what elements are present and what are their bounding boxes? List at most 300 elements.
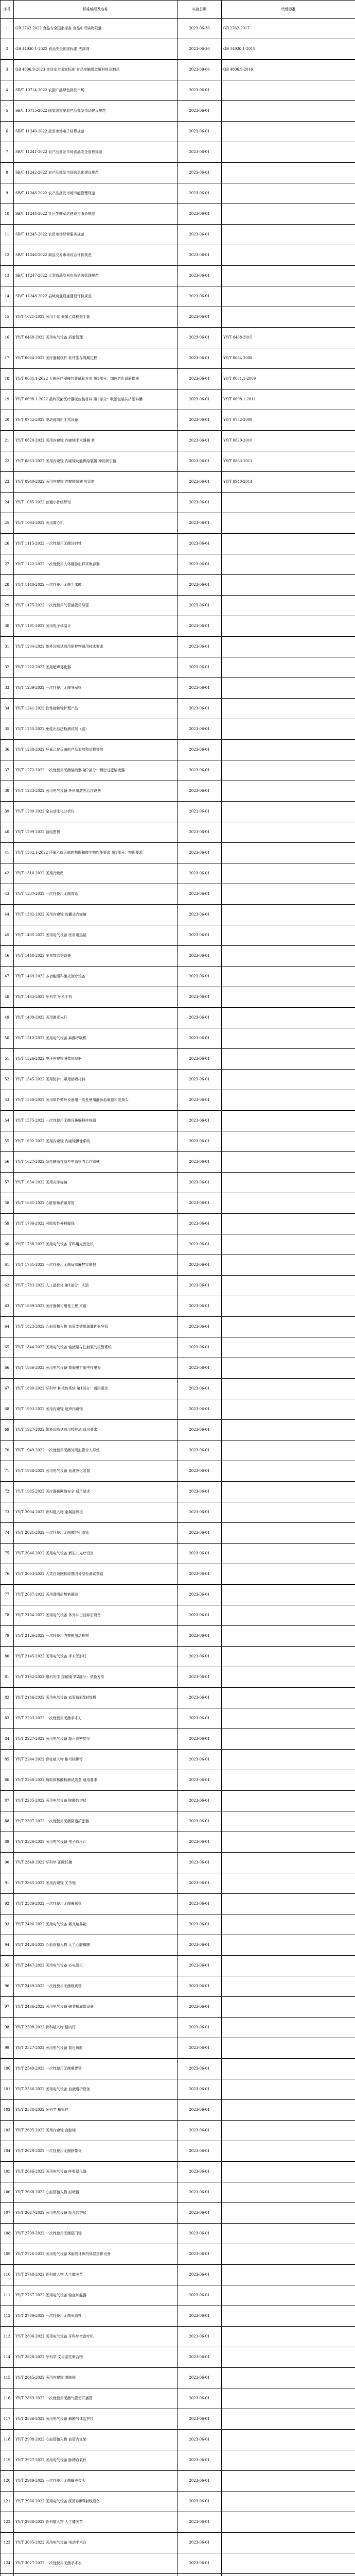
table-row <box>1 122 355 142</box>
table-row <box>1 163 355 183</box>
cell-replaced-standard <box>222 1853 355 1873</box>
table-row <box>1 1296 355 1317</box>
cell-implementation-date: 2023-06-01 <box>177 1667 222 1688</box>
cell-implementation-date: 2023-06-01 <box>177 1976 222 1997</box>
cell-standard-name: SB/T 11248-2022 县域商业设施建设评价规范 <box>14 286 177 307</box>
cell-replaced-standard <box>222 2079 355 2100</box>
cell-replaced-standard <box>222 554 355 575</box>
cell-standard-name: YY/T 2588-2022 牙科学 根管锉 <box>14 2100 177 2121</box>
cell-number: 112 <box>1 2306 14 2327</box>
cell-replaced-standard <box>222 1605 355 1626</box>
cell-number: 87 <box>1 1791 14 1811</box>
cell-implementation-date: 2023-06-01 <box>177 1585 222 1605</box>
cell-replaced-standard <box>222 987 355 1008</box>
cell-implementation-date: 2023-06-01 <box>177 905 222 925</box>
cell-standard-name: YY/T 1239-2022 一次性使用无菌导尿管 <box>14 678 177 699</box>
cell-number: 53 <box>1 1090 14 1111</box>
table-row <box>1 2409 355 2430</box>
cell-standard-name: YY/T 1575-2022 一次性使用无菌耳鼻喉科冲洗器 <box>14 1111 177 1131</box>
cell-number: 62 <box>1 1276 14 1296</box>
cell-implementation-date: 2023-06-01 <box>177 2182 222 2203</box>
cell-number: 14 <box>1 286 14 307</box>
cell-replaced-standard <box>222 781 355 802</box>
cell-implementation-date: 2023-06-01 <box>177 863 222 884</box>
cell-standard-name: YY/T 1310-2022 医用冷敷贴 <box>14 863 177 884</box>
cell-replaced-standard: YY/T 0468-2015 <box>222 328 355 348</box>
cell-standard-name: YY/T 0940-2022 医用内窥镜 内窥镜器械 咬切钳 <box>14 472 177 493</box>
cell-standard-name: YY/T 1761-2022 一次性使用无菌局部麻醉穿刺包 <box>14 1255 177 1276</box>
cell-number: 88 <box>1 1811 14 1832</box>
table-row <box>1 1399 355 1420</box>
table-row <box>1 307 355 328</box>
table-row <box>1 1482 355 1502</box>
cell-number: 29 <box>1 596 14 616</box>
table-row <box>1 513 355 534</box>
cell-standard-name: YY/T 0863-2022 医用内窥镜 内窥镜功能供给装置 冲洗吸引器 <box>14 451 177 472</box>
cell-implementation-date: 2023-06-01 <box>177 183 222 204</box>
cell-replaced-standard <box>222 1193 355 1214</box>
cell-standard-name: SB/T 10714-2022 农副产品绿色批发市场 <box>14 80 177 101</box>
cell-standard-name: YY/T 2748-2022 骨科植入物 人工髋关节 <box>14 2265 177 2285</box>
table-row <box>1 1173 355 1193</box>
cell-number: 117 <box>1 2409 14 2430</box>
cell-number: 76 <box>1 1564 14 1585</box>
cell-replaced-standard <box>222 2409 355 2430</box>
cell-implementation-date: 2023-06-01 <box>177 286 222 307</box>
table-row <box>1 2059 355 2079</box>
cell-standard-name: YY/T 2767-2022 医用电气设备 输血加温器 <box>14 2285 177 2306</box>
cell-implementation-date: 2023-06-01 <box>177 2327 222 2347</box>
cell-implementation-date: 2023-06-01 <box>177 122 222 142</box>
cell-implementation-date: 2023-06-01 <box>177 987 222 1008</box>
table-row <box>1 1337 355 1358</box>
cell-standard-name: YY/T 2285-2022 医用电气设备 除颤监护仪 <box>14 1791 177 1811</box>
cell-implementation-date: 2023-06-01 <box>177 266 222 286</box>
cell-replaced-standard <box>222 493 355 513</box>
cell-implementation-date: 2023-06-01 <box>177 616 222 637</box>
cell-replaced-standard <box>222 905 355 925</box>
cell-implementation-date: 2023-06-01 <box>177 1647 222 1667</box>
table-row <box>1 472 355 493</box>
cell-standard-name <box>14 2574 177 2576</box>
table-row <box>1 1605 355 1626</box>
cell-implementation-date: 2023-06-01 <box>177 2347 222 2368</box>
cell-standard-name: YY/T 1337-2022 一次性使用无菌胃管 <box>14 884 177 905</box>
cell-replaced-standard <box>222 1255 355 1276</box>
cell-implementation-date: 2023-06-30 <box>177 19 222 39</box>
cell-standard-name: YY/T 2162-2022 眼科光学 接触镜 第2部分：试验方法 <box>14 1667 177 1688</box>
table-row <box>1 1935 355 1956</box>
cell-replaced-standard <box>222 1090 355 1111</box>
cell-number: 89 <box>1 1832 14 1853</box>
cell-number: 114 <box>1 2347 14 2368</box>
cell-number: 11 <box>1 225 14 245</box>
table-row <box>1 1811 355 1832</box>
cell-standard-name: SB/T 11247-2022 大型商品交易市场消防管理规范 <box>14 266 177 286</box>
cell-standard-name: YY/T 2326-2022 医用电气设备 电子血压计 <box>14 1832 177 1853</box>
cell-number: 63 <box>1 1296 14 1317</box>
cell-implementation-date: 2023-06-01 <box>177 2533 222 2553</box>
cell-replaced-standard <box>222 1564 355 1585</box>
cell-number: 15 <box>1 307 14 328</box>
cell-number: 6 <box>1 122 14 142</box>
cell-number: 19 <box>1 389 14 410</box>
cell-standard-name: YY/T 1783-2022 人工晶状体 第1部分：术语 <box>14 1276 177 1296</box>
cell-standard-name: YY/T 1968-2022 医用电气设备 血液净化装置 <box>14 1461 177 1482</box>
cell-standard-name: YY/T 2126-2022 一次性使用内窥镜用活检钳 <box>14 1626 177 1647</box>
cell-replaced-standard <box>222 1482 355 1502</box>
cell-number: 20 <box>1 410 14 431</box>
cell-implementation-date: 2023-06-01 <box>177 2306 222 2327</box>
table-row <box>1 1688 355 1708</box>
cell-implementation-date: 2023-06-01 <box>177 1379 222 1399</box>
cell-implementation-date: 2023-06-01 <box>177 80 222 101</box>
cell-number: 73 <box>1 1502 14 1523</box>
table-row <box>1 1111 355 1131</box>
cell-standard-name: GB 4806.9-2023 食品安全国家标准 食品接触用金属材料及制品 <box>14 60 177 80</box>
table-row <box>1 2203 355 2224</box>
cell-implementation-date: 2023-06-01 <box>177 1296 222 1317</box>
cell-implementation-date: 2023-06-01 <box>177 451 222 472</box>
cell-number: 41 <box>1 843 14 863</box>
table-row <box>1 534 355 554</box>
cell-number: 57 <box>1 1173 14 1193</box>
cell-implementation-date: 2023-06-01 <box>177 2224 222 2244</box>
cell-number: 56 <box>1 1152 14 1173</box>
table-row <box>1 1070 355 1090</box>
cell-number: 100 <box>1 2059 14 2079</box>
table-row <box>1 1317 355 1337</box>
cell-number: 61 <box>1 1255 14 1276</box>
cell-standard-name: YY/T 2203-2022 一次性使用无菌手术刀 <box>14 1708 177 1729</box>
cell-number: 9 <box>1 183 14 204</box>
cell-standard-name: YY/T 1602-2022 医用内窥镜 内窥镜摄像系统 <box>14 1131 177 1152</box>
cell-number: 115 <box>1 2368 14 2388</box>
cell-number: 77 <box>1 1585 14 1605</box>
cell-replaced-standard <box>222 1420 355 1440</box>
table-row <box>1 987 355 1008</box>
cell-replaced-standard <box>222 1914 355 1935</box>
cell-number: 69 <box>1 1420 14 1440</box>
cell-implementation-date: 2023-06-01 <box>177 1131 222 1152</box>
cell-standard-name: YY/T 1272-2022 一次性使用无菌输液器 第2部分：精密过滤输液器 <box>14 760 177 781</box>
cell-number: 50 <box>1 1028 14 1049</box>
table-row <box>1 2162 355 2182</box>
cell-implementation-date: 2023-06-01 <box>177 1358 222 1379</box>
cell-replaced-standard <box>222 1770 355 1791</box>
cell-standard-name: YY/T 2527-2022 医用电气设备 高压氧舱 <box>14 2038 177 2059</box>
cell-number: 123 <box>1 2533 14 2553</box>
cell-implementation-date: 2023-06-01 <box>177 719 222 740</box>
cell-replaced-standard: YY/T 0752-2009 <box>222 410 355 431</box>
cell-number: 120 <box>1 2471 14 2492</box>
table-row <box>1 266 355 286</box>
table-row <box>1 616 355 637</box>
table-row <box>1 369 355 389</box>
cell-replaced-standard <box>222 1585 355 1605</box>
cell-replaced-standard: YY/T 0820-2010 <box>222 431 355 451</box>
cell-implementation-date: 2023-06-01 <box>177 307 222 328</box>
cell-standard-name: YY/T 0664-2022 医疗器械软件 软件生存周期过程 <box>14 348 177 369</box>
cell-number: 31 <box>1 637 14 657</box>
cell-number: 23 <box>1 472 14 493</box>
cell-number: 52 <box>1 1070 14 1090</box>
cell-implementation-date: 2023-06-01 <box>177 1523 222 1544</box>
table-row <box>1 802 355 822</box>
cell-number: 37 <box>1 760 14 781</box>
cell-number: 36 <box>1 740 14 760</box>
cell-number: 3 <box>1 60 14 80</box>
cell-replaced-standard <box>222 1811 355 1832</box>
cell-replaced-standard: GB 2762-2017 <box>222 19 355 39</box>
cell-standard-name: YY/T 2908-2022 心血管植入物 血管内支架 <box>14 2430 177 2450</box>
cell-replaced-standard <box>222 2512 355 2533</box>
cell-replaced-standard <box>222 2430 355 2450</box>
cell-standard-name: YY/T 2927-2022 医用电气设备 脉搏血氧仪 <box>14 2450 177 2471</box>
cell-implementation-date: 2023-06-01 <box>177 967 222 987</box>
cell-implementation-date <box>177 2574 222 2576</box>
table-row <box>1 1667 355 1688</box>
cell-standard-name: YY/T 1949-2022 一次性使用无菌外周血管介入导丝 <box>14 1440 177 1461</box>
cell-standard-name: YY/T 1738-2022 医用电气设备 牙科用光固化机 <box>14 1234 177 1255</box>
table-row <box>1 822 355 843</box>
cell-number: 24 <box>1 493 14 513</box>
cell-number: 95 <box>1 1956 14 1976</box>
table-row <box>1 2141 355 2162</box>
cell-implementation-date: 2023-06-01 <box>177 1214 222 1234</box>
cell-standard-name: YY/T 1483-2022 牙科学 牙科手机 <box>14 987 177 1008</box>
cell-number: 12 <box>1 245 14 266</box>
cell-number: 59 <box>1 1214 14 1234</box>
cell-number: 121 <box>1 2492 14 2512</box>
table-row <box>1 1956 355 1976</box>
table-row <box>1 60 355 80</box>
cell-number: 103 <box>1 2121 14 2141</box>
cell-standard-name: YY/T 2365-2022 医用内窥镜 关节镜 <box>14 1873 177 1894</box>
cell-implementation-date: 2023-09-06 <box>177 60 222 80</box>
cell-implementation-date: 2023-06-01 <box>177 740 222 760</box>
table-row <box>1 1997 355 2018</box>
cell-implementation-date: 2023-06-01 <box>177 2388 222 2409</box>
cell-implementation-date: 2023-06-01 <box>177 760 222 781</box>
cell-replaced-standard <box>222 266 355 286</box>
cell-number: 83 <box>1 1708 14 1729</box>
cell-implementation-date: 2023-06-01 <box>177 1791 222 1811</box>
cell-number: 67 <box>1 1379 14 1399</box>
cell-standard-name: YY/T 2966-2022 医用电气设备 医用诊断X射线设备 <box>14 2492 177 2512</box>
cell-standard-name: YY/T 2244-2022 脊柱植入物 椎弓根螺钉 <box>14 1750 177 1770</box>
cell-number: 66 <box>1 1358 14 1379</box>
cell-standard-name: YY/T 2629-2022 一次性使用无菌脐带夹 <box>14 2141 177 2162</box>
cell-replaced-standard <box>222 760 355 781</box>
cell-implementation-date: 2023-06-01 <box>177 1997 222 2018</box>
cell-number: 16 <box>1 328 14 348</box>
table-row <box>1 946 355 967</box>
cell-number: 74 <box>1 1523 14 1544</box>
cell-number: 47 <box>1 967 14 987</box>
cell-standard-name: YY/T 1526-2022 电子内窥镜图像处理器 <box>14 1049 177 1070</box>
cell-standard-name: GB 14930.1-2022 食品安全国家标准 洗涤剂 <box>14 39 177 60</box>
cell-replaced-standard <box>222 1440 355 1461</box>
cell-standard-name: YY/T 2726-2022 医用电气设备 X射线计算机体层摄影设备 <box>14 2244 177 2265</box>
cell-replaced-standard <box>222 534 355 554</box>
table-row <box>1 1523 355 1544</box>
table-row <box>1 1255 355 1276</box>
cell-implementation-date: 2023-06-01 <box>177 1173 222 1193</box>
cell-replaced-standard: YY/T 0698.1-2011 <box>222 389 355 410</box>
cell-standard-name: YY/T 2508-2022 骨科植入物 髓内钉 <box>14 2018 177 2038</box>
cell-replaced-standard <box>222 2244 355 2265</box>
cell-standard-name: YY/T 1405-2022 医用电气设备 医用电热毯 <box>14 925 177 946</box>
cell-implementation-date: 2023-06-01 <box>177 1090 222 1111</box>
cell-replaced-standard <box>222 1626 355 1647</box>
cell-replaced-standard <box>222 1028 355 1049</box>
cell-implementation-date: 2023-06-01 <box>177 2409 222 2430</box>
cell-replaced-standard <box>222 101 355 122</box>
cell-number: 98 <box>1 2018 14 2038</box>
cell-replaced-standard <box>222 1399 355 1420</box>
cell-replaced-standard: YY/T 0940-2014 <box>222 472 355 493</box>
cell-replaced-standard <box>222 740 355 760</box>
cell-implementation-date: 2023-06-01 <box>177 575 222 596</box>
cell-number: 104 <box>1 2141 14 2162</box>
cell-replaced-standard <box>222 2347 355 2368</box>
cell-replaced-standard <box>222 513 355 534</box>
cell-standard-name: YY/T 2709-2022 一次性使用无菌肛门镜 <box>14 2224 177 2244</box>
cell-implementation-date: 2023-06-01 <box>177 699 222 719</box>
cell-standard-name: YY/T 2227-2022 医用电气设备 超声骨密度仪 <box>14 1729 177 1750</box>
cell-implementation-date: 2023-06-01 <box>177 225 222 245</box>
cell-number: 124 <box>1 2553 14 2574</box>
cell-standard-name: YY/T 2428-2022 心血管植入物 人工心脏瓣膜 <box>14 1935 177 1956</box>
cell-standard-name: YY/T 2469-2022 一次性使用无菌吸痰管 <box>14 1976 177 1997</box>
cell-standard-name: YY/T 2087-2022 医用透明质酸钠凝胶 <box>14 1585 177 1605</box>
cell-replaced-standard <box>222 967 355 987</box>
cell-standard-name: SB/T 11246-2022 商品交易市场综合评价规范 <box>14 245 177 266</box>
cell-replaced-standard <box>222 1358 355 1379</box>
cell-implementation-date: 2023-06-01 <box>177 1564 222 1585</box>
cell-number: 58 <box>1 1193 14 1214</box>
table-row <box>1 410 355 431</box>
table-row <box>1 2121 355 2141</box>
cell-number: 40 <box>1 822 14 843</box>
table-row <box>1 1090 355 1111</box>
cell-standard-name: YY/T 1204-2022 体外诊断试剂用质控物通用技术要求 <box>14 637 177 657</box>
table-row <box>1 39 355 60</box>
cell-implementation-date: 2023-06-01 <box>177 1317 222 1337</box>
cell-replaced-standard <box>222 2038 355 2059</box>
cell-standard-name: YY/T 1094-2022 医用离心机 <box>14 513 177 534</box>
cell-number: 33 <box>1 678 14 699</box>
cell-replaced-standard <box>222 1008 355 1028</box>
cell-replaced-standard <box>222 2471 355 2492</box>
cell-number: 71 <box>1 1461 14 1482</box>
cell-standard-name: YY/T 2646-2022 医用电气设备 呼吸湿化器 <box>14 2162 177 2182</box>
table-row <box>1 1585 355 1605</box>
cell-replaced-standard <box>222 678 355 699</box>
cell-implementation-date: 2023-06-01 <box>177 1544 222 1564</box>
cell-replaced-standard: YY/T 0681.1-2009 <box>222 369 355 389</box>
cell-number <box>1 2574 14 2576</box>
cell-implementation-date: 2023-06-01 <box>177 1008 222 1028</box>
cell-implementation-date: 2023-06-01 <box>177 802 222 822</box>
cell-number: 44 <box>1 905 14 925</box>
cell-replaced-standard <box>222 699 355 719</box>
cell-standard-name: YY/T 0752-2022 电动骨组织手术设备 <box>14 410 177 431</box>
cell-implementation-date: 2023-06-01 <box>177 348 222 369</box>
table-row <box>1 2100 355 2121</box>
table-row <box>1 2553 355 2574</box>
table-row <box>1 2285 355 2306</box>
cell-number: 90 <box>1 1853 14 1873</box>
cell-replaced-standard <box>222 1276 355 1296</box>
cell-implementation-date: 2023-06-01 <box>177 369 222 389</box>
cell-standard-name: SB/T 11240-2022 批发市场电子结算规范 <box>14 122 177 142</box>
cell-implementation-date: 2023-06-01 <box>177 843 222 863</box>
cell-replaced-standard <box>222 307 355 328</box>
cell-number: 13 <box>1 266 14 286</box>
cell-standard-name: YY/T 2789-2022 一次性使用无菌采血针 <box>14 2306 177 2327</box>
cell-standard-name: YY/T 2886-2022 医用电气设备 麻醉气体监护仪 <box>14 2409 177 2430</box>
cell-implementation-date: 2023-06-01 <box>177 1234 222 1255</box>
cell-implementation-date: 2023-06-01 <box>177 2038 222 2059</box>
cell-number: 108 <box>1 2224 14 2244</box>
table-row <box>1 2450 355 2471</box>
cell-standard-name: YY/T 1512-2022 医用电气设备 麻醉呼吸机 <box>14 1028 177 1049</box>
cell-implementation-date: 2023-06-01 <box>177 101 222 122</box>
cell-replaced-standard <box>222 80 355 101</box>
cell-implementation-date: 2023-06-01 <box>177 142 222 163</box>
cell-implementation-date: 2023-06-01 <box>177 1935 222 1956</box>
cell-number: 4 <box>1 80 14 101</box>
cell-implementation-date: 2023-06-01 <box>177 410 222 431</box>
cell-number: 60 <box>1 1234 14 1255</box>
table-row <box>1 493 355 513</box>
cell-implementation-date: 2023-06-01 <box>177 1853 222 1873</box>
cell-replaced-standard <box>222 1708 355 1729</box>
table-row <box>1 2244 355 2265</box>
cell-replaced-standard <box>222 2059 355 2079</box>
cell-standard-name: YY/T 2406-2022 医用电气设备 婴儿培养箱 <box>14 1914 177 1935</box>
cell-implementation-date: 2023-06-01 <box>177 2285 222 2306</box>
cell-standard-name: YY/T 2687-2022 医用电气设备 胎儿监护仪 <box>14 2203 177 2224</box>
cell-implementation-date: 2023-06-01 <box>177 2471 222 2492</box>
cell-number: 34 <box>1 699 14 719</box>
table-row <box>1 1770 355 1791</box>
table-row <box>1 719 355 740</box>
table-row <box>1 1647 355 1667</box>
cell-implementation-date: 2023-06-01 <box>177 1688 222 1708</box>
cell-implementation-date: 2023-06-01 <box>177 1832 222 1853</box>
cell-replaced-standard <box>222 2141 355 2162</box>
table-row <box>1 678 355 699</box>
cell-number: 28 <box>1 575 14 596</box>
cell-number: 8 <box>1 163 14 183</box>
cell-number: 82 <box>1 1688 14 1708</box>
cell-replaced-standard <box>222 657 355 678</box>
table-row <box>1 884 355 905</box>
table-row <box>1 1420 355 1440</box>
cell-number: 122 <box>1 2512 14 2533</box>
cell-standard-name: YY/T 2668-2022 心血管植入物 封堵器 <box>14 2182 177 2203</box>
cell-replaced-standard <box>222 1544 355 1564</box>
cell-number: 119 <box>1 2450 14 2471</box>
cell-standard-name: YY/T 1302.1-2022 环氧乙烷灭菌的物理和微生物性能要求 第1部分：物理要求 <box>14 843 177 863</box>
cell-replaced-standard <box>222 1729 355 1750</box>
cell-number: 97 <box>1 1997 14 2018</box>
cell-standard-name: YY/T 1545-2022 医用防护口罩用熔喷材料 <box>14 1070 177 1090</box>
cell-implementation-date: 2023-06-01 <box>177 1440 222 1461</box>
